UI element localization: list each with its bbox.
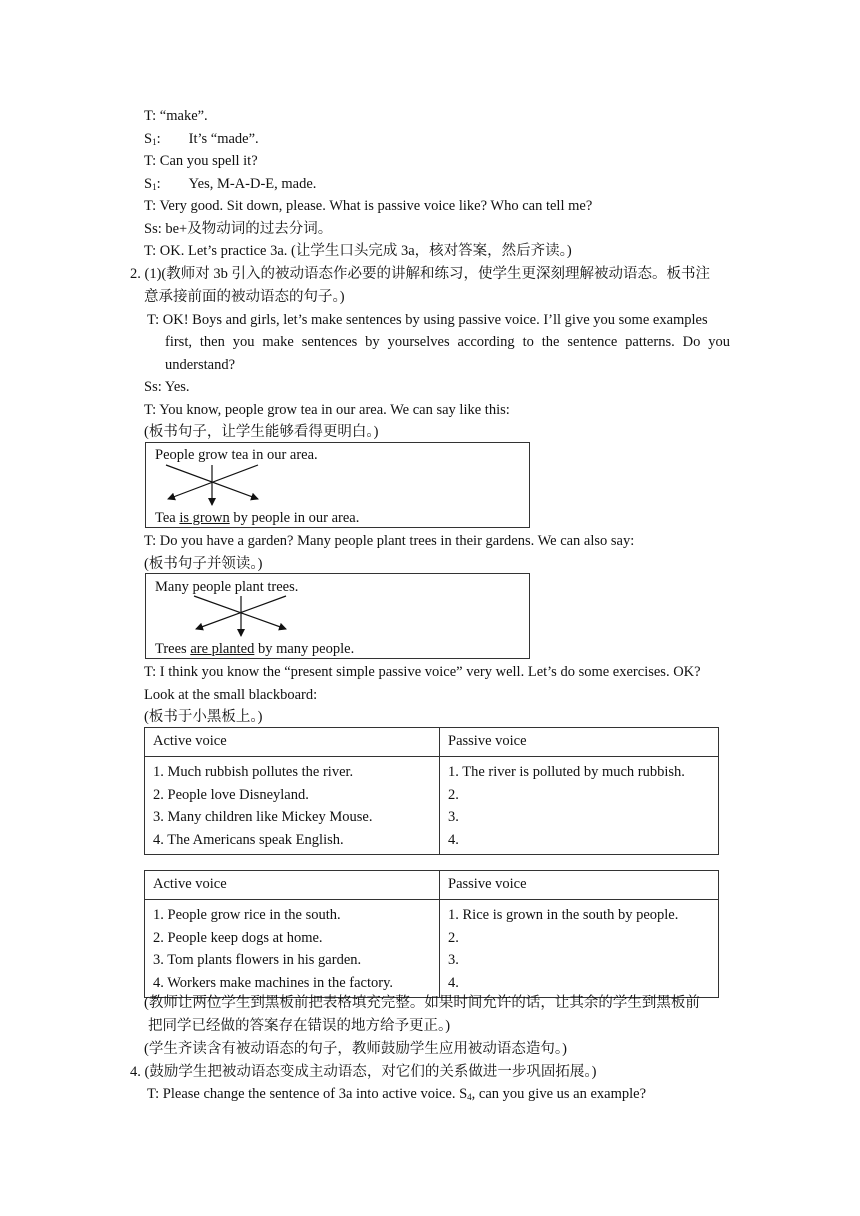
- passive-blank: 3.: [448, 809, 459, 825]
- active-sentence: 4. The Americans speak English.: [153, 831, 344, 848]
- exercise-table-1: [144, 727, 719, 855]
- active-sentence: 2. People keep dogs at home.: [153, 929, 323, 946]
- active-column: [145, 900, 440, 998]
- dialogue-line: T: OK! Boys and girls, let’s make sentences by using passive voice. I’ll give you some examples: [147, 312, 708, 328]
- dialogue-line: T: “make”.: [144, 108, 208, 124]
- active-sentence: 1. Much rubbish pollutes the river.: [153, 764, 354, 780]
- passive-blank: 4.: [448, 974, 459, 991]
- header-active: Active voice: [145, 728, 440, 757]
- dialogue-line: Ss: be+及物动词的过去分词。: [144, 221, 333, 237]
- section-item-4: 4. (鼓励学生把被动语态变成主动语态，对它们的关系做进一步巩固拓展。): [130, 1064, 597, 1080]
- board-note: (板书句子并领读。): [144, 556, 263, 572]
- dialogue-line: Ss: Yes.: [144, 379, 190, 395]
- board-note: (板书句子，让学生能够看得更明白。): [144, 424, 379, 440]
- active-column: [145, 757, 440, 855]
- section-item-2-cont: 意承接前面的被动语态的句子。): [144, 289, 345, 305]
- passive-blank: 4.: [448, 831, 459, 848]
- active-sentence: 1. People grow rice in the south.: [153, 907, 341, 923]
- dialogue-line: T: Do you have a garden? Many people plant trees in their gardens. We can also say:: [144, 533, 635, 549]
- header-passive: Passive voice: [440, 728, 719, 757]
- speaker-subscript: 4: [467, 1092, 472, 1102]
- active-sentence: 3. Many children like Mickey Mouse.: [153, 809, 373, 825]
- underlined-verb: are planted: [190, 641, 255, 657]
- dialogue-line-cont: understand?: [165, 357, 236, 373]
- underlined-verb: is grown: [179, 510, 230, 526]
- dialogue-line-cont: Look at the small blackboard:: [144, 687, 318, 703]
- dialogue-line: T: Please change the sentence of 3a into active voice. $S_4$, can you give us an example?: [147, 1086, 647, 1102]
- passive-sentence: 1. The river is polluted by much rubbish.: [448, 764, 685, 780]
- active-sentence: People grow tea in our area.: [155, 447, 318, 463]
- passive-sentence: Trees are planted by many people.: [155, 641, 355, 657]
- teacher-note: (教师让两位学生到黑板前把表格填充完整。如果时间允许的话，让其余的学生到黑板前: [144, 995, 700, 1011]
- speaker: S: [144, 176, 153, 192]
- passive-column: [440, 757, 719, 855]
- passive-blank: 2.: [448, 786, 459, 803]
- board-note: (板书于小黑板上。): [144, 709, 263, 725]
- dialogue-line: T: Very good. Sit down, please. What is passive voice like? Who can tell me?: [144, 198, 593, 214]
- header-active: Active voice: [145, 871, 440, 900]
- dialogue-line: $S_1$: Yes, M-A-D-E, made.: [144, 176, 317, 192]
- line-text: Yes, M-A-D-E, made.: [188, 176, 317, 192]
- active-sentence: 4. Workers make machines in the factory.: [153, 974, 394, 991]
- dialogue-line: T: Can you spell it?: [144, 153, 258, 169]
- speaker-subscript: 1: [152, 182, 157, 192]
- board-box-tea: [145, 442, 530, 528]
- dialogue-line: $S_1$: It’s “made”.: [144, 131, 259, 147]
- line-text: It’s “made”.: [188, 131, 259, 147]
- section-item-2: 2. (1)(教师对 3b 引入的被动语态作必要的讲解和练习，使学生更深刻理解被动语态。板书注: [130, 266, 710, 282]
- passive-sentence: Tea is grown by people in our area.: [155, 510, 360, 526]
- dialogue-line: T: OK. Let’s practice 3a. (让学生口头完成 3a，核对答案，然后齐读。): [144, 243, 572, 259]
- teacher-note-cont: 把同学已经做的答案存在错误的地方给予更正。): [148, 1018, 451, 1034]
- passive-blank: 2.: [448, 929, 459, 946]
- speaker: S: [144, 131, 153, 147]
- teacher-note: (学生齐读含有被动语态的句子，教师鼓励学生应用被动语态造句。): [144, 1041, 567, 1057]
- passive-column: [440, 900, 719, 998]
- speaker-subscript: 1: [152, 137, 157, 147]
- passive-sentence: 1. Rice is grown in the south by people.: [448, 907, 679, 923]
- active-sentence: 3. Tom plants flowers in his garden.: [153, 952, 362, 968]
- active-sentence: Many people plant trees.: [155, 579, 299, 595]
- dialogue-line-cont: first, then you make sentences by yourselves according to the sentence patterns. Do you: [165, 334, 730, 350]
- passive-blank: 3.: [448, 952, 459, 968]
- board-box-trees: [145, 573, 530, 659]
- dialogue-line: T: I think you know the “present simple passive voice” very well. Let’s do some exercises. OK?: [144, 664, 701, 680]
- header-passive: Passive voice: [440, 871, 719, 900]
- dialogue-line: T: You know, people grow tea in our area. We can say like this:: [144, 402, 510, 418]
- exercise-table-2: [144, 870, 719, 998]
- active-sentence: 2. People love Disneyland.: [153, 786, 309, 803]
